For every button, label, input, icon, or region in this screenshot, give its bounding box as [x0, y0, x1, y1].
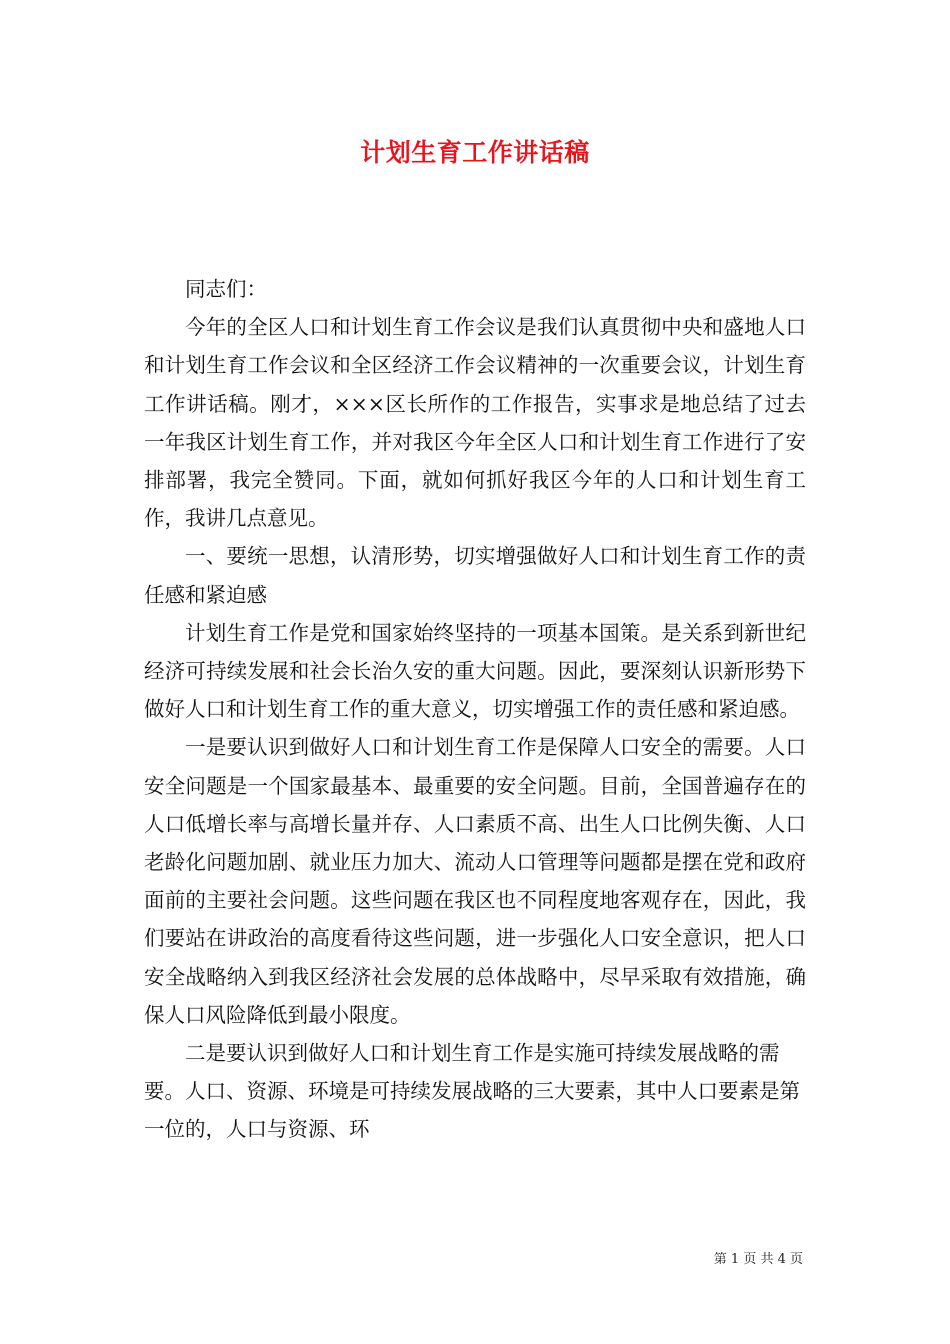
salutation-paragraph: 同志们： [185, 277, 267, 301]
page-title: 计划生育工作讲话稿 [360, 138, 590, 167]
body-paragraph: 今年的全区人口和计划生育工作会议是我们认真贯彻中央和盛地人口和计划生育工作会议和全区经济工作会议精神的一次重要会议，计划生育工作讲话稿。刚才，×××区长所作的工作报告，实事求是地总结了过去一年我区计划生育工作，并对我区今年全区人口和计划生育工作进行了安排部署，我完全赞同。下面，就如何抓好我区今年的人口和计划生育工作，我讲几点意见。 [144, 315, 806, 531]
body-paragraph: 二是要认识到做好人口和计划生育工作是实施可持续发展战略的需要。人口、资源、环境是可持续发展战略的三大要素，其中人口要素是第一位的，人口与资源、环 [144, 1041, 800, 1142]
document-body [144, 270, 806, 1149]
body-paragraph: 一是要认识到做好人口和计划生育工作是保障人口安全的需要。人口安全问题是一个国家最基本、最重要的安全问题。目前，全国普遍存在的人口低增长率与高增长量并存、人口素质不高、出生人口比例失衡、人口老龄化问题加剧、就业压力加大、流动人口管理等问题都是摆在党和政府面前的主要社会问题。这些问题在我区也不同程度地客观存在，因此，我们要站在讲政治的高度看待这些问题，进一步强化人口安全意识，把人口安全战略纳入到我区经济社会发展的总体战略中，尽早采取有效措施，确保人口风险降低到最小限度。 [144, 735, 806, 1027]
section-heading: 一、要统一思想，认清形势，切实增强做好人口和计划生育工作的责任感和紧迫感 [144, 544, 806, 607]
body-paragraph: 计划生育工作是党和国家始终坚持的一项基本国策。是关系到新世纪经济可持续发展和社会长治久安的重大问题。因此，要深刻认识新形势下做好人口和计划生育工作的重大意义，切实增强工作的责任感和紧迫感。 [144, 620, 806, 722]
page-number: 第 1 页 共 4 页 [713, 1252, 803, 1267]
